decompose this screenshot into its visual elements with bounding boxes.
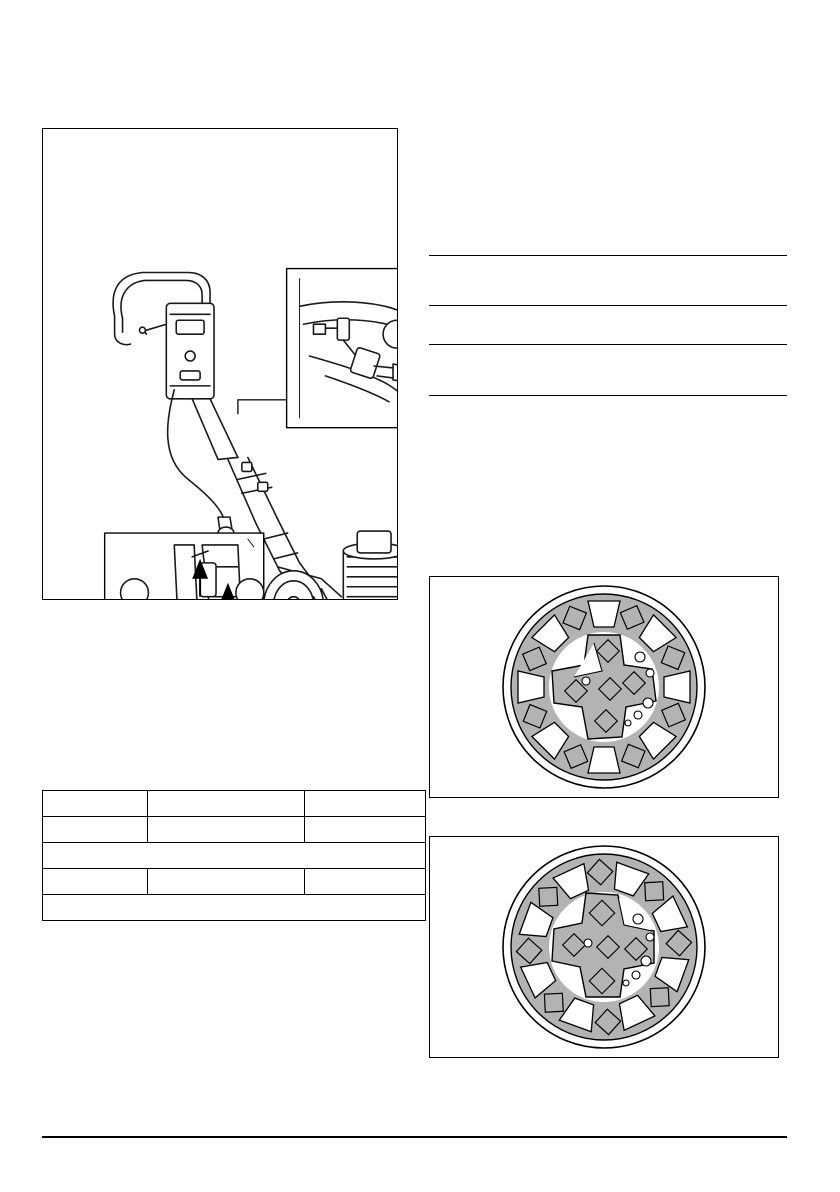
table-cell [305, 791, 426, 817]
specification-table [42, 790, 426, 921]
table-cell [43, 817, 148, 843]
table-cell [305, 817, 426, 843]
table-cell [43, 869, 148, 895]
table-cell [148, 869, 305, 895]
table-row [43, 817, 426, 843]
grinding-disc-diagram-bottom [429, 836, 779, 1058]
table-cell [148, 791, 305, 817]
table-cell [305, 869, 426, 895]
table-cell [43, 843, 426, 869]
section-rules [429, 255, 787, 396]
grinding-disc-diagram-top [429, 576, 779, 798]
floor-grinder-machine-illustration [42, 128, 398, 600]
table-row [43, 791, 426, 817]
horizontal-rule [429, 395, 787, 396]
table-row-span [43, 895, 426, 921]
table-cell [43, 791, 148, 817]
table-row-span [43, 843, 426, 869]
table-cell [43, 895, 426, 921]
table-row [43, 869, 426, 895]
horizontal-rule [429, 305, 787, 306]
table-cell [148, 817, 305, 843]
footer-rule [42, 1136, 787, 1138]
horizontal-rule [429, 255, 787, 256]
horizontal-rule [429, 344, 787, 345]
